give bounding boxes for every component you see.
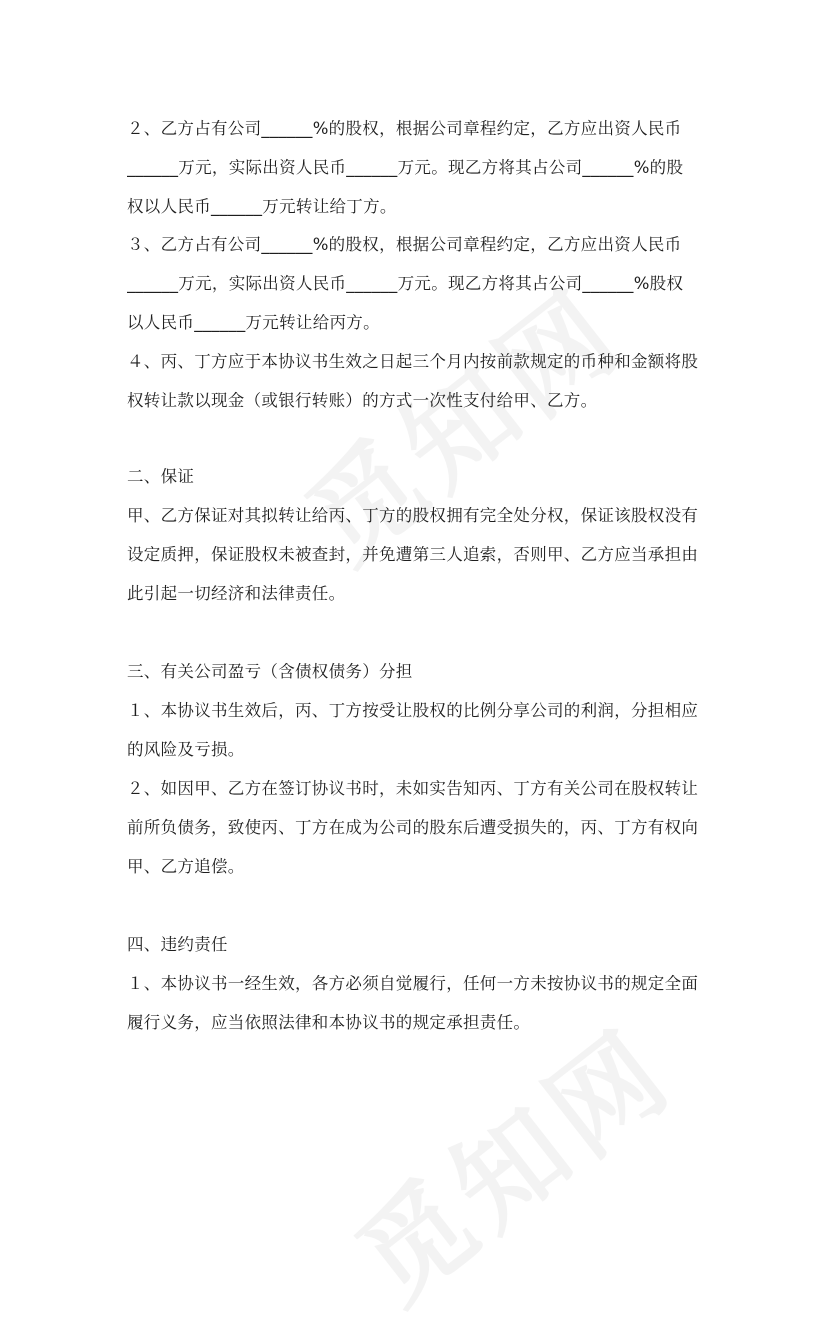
clause-2-line-2: ______万元，实际出资人民币______万元。现乙方将其占公司______%的股	[127, 158, 684, 177]
profit-clause-2-line-3: 甲、乙方追偿。	[127, 857, 245, 876]
section-heading-profit-loss: 三、有关公司盈亏（含债权债务）分担	[127, 662, 413, 681]
clause-2-line-1: ２、乙方占有公司______%的股权，根据公司章程约定，乙方应出资人民币	[127, 119, 682, 138]
section-heading-guarantee: 二、保证	[127, 467, 195, 486]
liability-clause-1-line-1: １、本协议书一经生效，各方必须自觉履行，任何一方未按协议书的规定全面	[127, 974, 699, 993]
clause-4-line-1: ４、丙、丁方应于本协议书生效之日起三个月内按前款规定的币种和金额将股	[127, 352, 699, 371]
guarantee-line-2: 设定质押，保证股权未被查封，并免遭第三人追索，否则甲、乙方应当承担由	[127, 545, 699, 564]
watermark	[320, 986, 701, 1332]
clause-3-line-1: ３、乙方占有公司______%的股权，根据公司章程约定，乙方应出资人民币	[127, 235, 682, 254]
profit-clause-1-line-1: １、本协议书生效后，丙、丁方按受让股权的比例分享公司的利润，分担相应	[127, 701, 699, 720]
clause-3-line-2: ______万元，实际出资人民币______万元。现乙方将其占公司______%股权	[127, 274, 684, 293]
liability-clause-1-line-2: 履行义务，应当依照法律和本协议书的规定承担责任。	[127, 1013, 531, 1032]
section-heading-liability: 四、违约责任	[127, 935, 228, 954]
profit-clause-2-line-2: 前所负债务，致使丙、丁方在成为公司的股东后遭受损失的，丙、丁方有权向	[127, 818, 699, 837]
watermark	[270, 246, 651, 592]
profit-clause-1-line-2: 的风险及亏损。	[127, 740, 245, 759]
profit-clause-2-line-1: ２、如因甲、乙方在签订协议书时，未如实告知丙、丁方有关公司在股权转让	[127, 779, 699, 798]
guarantee-line-1: 甲、乙方保证对其拟转让给丙、丁方的股权拥有完全处分权，保证该股权没有	[127, 506, 699, 525]
clause-4-line-2: 权转让款以现金（或银行转账）的方式一次性支付给甲、乙方。	[127, 391, 598, 410]
clause-3-line-3: 以人民币______万元转让给丙方。	[127, 313, 380, 332]
clause-2-line-3: 权以人民币______万元转让给丁方。	[127, 197, 397, 216]
guarantee-line-3: 此引起一切经济和法律责任。	[127, 584, 346, 603]
